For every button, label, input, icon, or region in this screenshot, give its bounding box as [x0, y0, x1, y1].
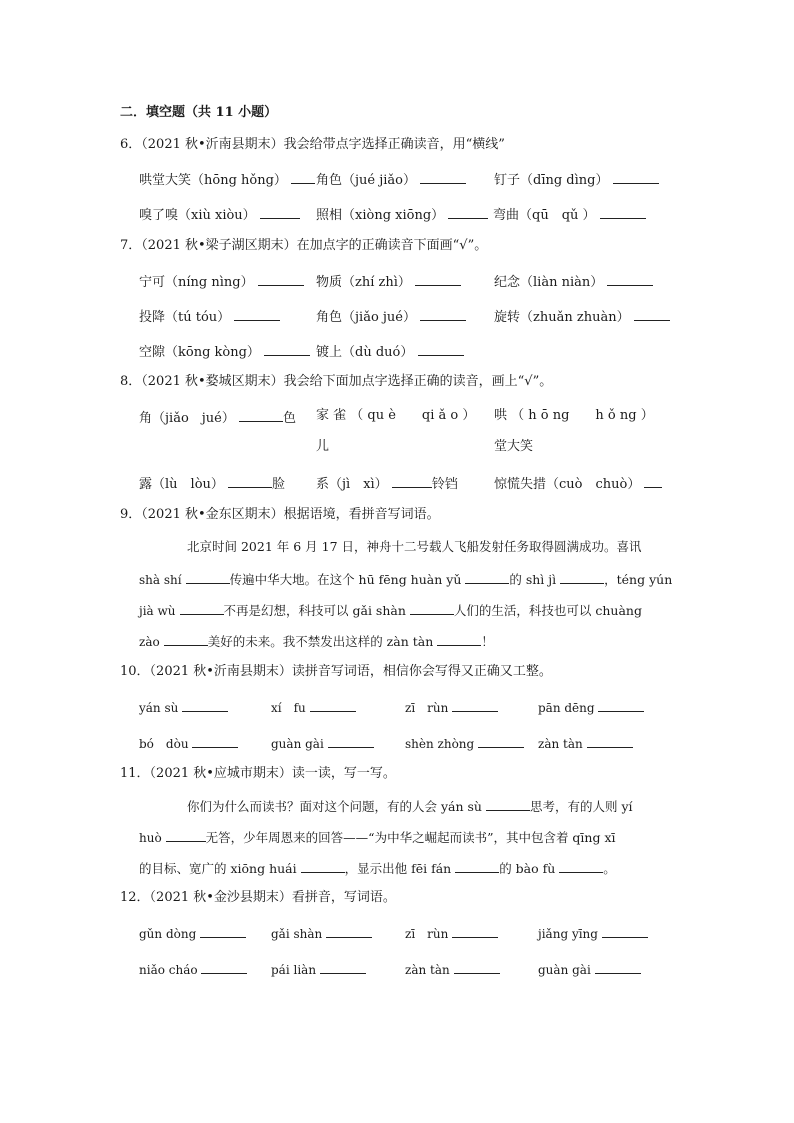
answer-blank[interactable] — [465, 569, 509, 584]
answer-blank[interactable] — [182, 697, 228, 712]
answer-blank[interactable] — [258, 271, 304, 286]
q9-passage-line: zào 美好的未来。我不禁发出这样的 zàn tàn ！ — [139, 631, 494, 651]
answer-blank[interactable] — [201, 959, 247, 974]
q6-item: 哄堂大笑（hōng hǒng） — [139, 169, 315, 190]
q12-item: guàn gài — [538, 959, 641, 979]
q8-item: 系（jì xì） 铃铛 — [316, 473, 458, 494]
answer-blank[interactable] — [328, 733, 374, 748]
answer-blank[interactable] — [595, 959, 641, 974]
q7-item: 空隙（kōng kòng） — [139, 341, 310, 362]
q10-item: shèn zhòng — [405, 733, 524, 753]
q8-item: 角（jiǎo jué） 色 — [139, 407, 296, 428]
answer-blank[interactable] — [478, 733, 524, 748]
q12-item: pái liàn — [271, 959, 366, 979]
answer-blank[interactable] — [180, 600, 224, 615]
q10-item: xí fu — [271, 697, 356, 717]
answer-blank[interactable] — [602, 923, 648, 938]
answer-blank[interactable] — [186, 569, 230, 584]
answer-blank[interactable] — [560, 569, 604, 584]
answer-blank[interactable] — [326, 923, 372, 938]
q9-passage-line: shà shí 传遍中华大地。在这个 hū fēng huàn yǔ 的 shì jì ，téng yún — [139, 569, 672, 589]
answer-blank[interactable] — [644, 473, 662, 488]
answer-blank[interactable] — [486, 796, 530, 811]
answer-blank[interactable] — [613, 169, 659, 184]
answer-blank[interactable] — [448, 204, 488, 219]
q11-passage-line: huò 无答，少年周恩来的回答——“为中华之崛起而读书”，其中包含着 qīng xī — [139, 827, 616, 847]
answer-blank[interactable] — [587, 733, 633, 748]
q7-item: 角色（jiǎo jué） — [316, 306, 466, 327]
answer-blank[interactable] — [234, 306, 280, 321]
q7-item: 投降（tú tóu） — [139, 306, 280, 327]
q6-item: 弯曲（qū qǔ ） — [493, 204, 646, 225]
answer-blank[interactable] — [600, 204, 646, 219]
answer-blank[interactable] — [607, 271, 653, 286]
q8-item: 家 雀 （ qu è qi ǎ o ） — [316, 408, 476, 423]
q12-stem: 12．（2021 秋•金沙县期末）看拼音，写词语。 — [120, 890, 396, 905]
answer-blank[interactable] — [166, 827, 206, 842]
answer-blank[interactable] — [452, 697, 498, 712]
answer-blank[interactable] — [264, 341, 310, 356]
answer-blank[interactable] — [301, 858, 345, 873]
answer-blank[interactable] — [291, 169, 315, 184]
q10-item: guàn gài — [271, 733, 374, 753]
q8-item: 哄 （ h ō ng h ǒ ng ） — [494, 408, 654, 423]
answer-blank[interactable] — [392, 473, 432, 488]
q9-passage-line: 北京时间 2021 年 6 月 17 日，神舟十二号载人飞船发射任务取得圆满成功。喜讯 — [187, 539, 642, 554]
q6-item: 角色（jué jiǎo） — [316, 169, 466, 190]
q7-item: 镀上（dù duó） — [316, 341, 464, 362]
q10-stem: 10．（2021 秋•沂南县期末）读拼音写词语，相信你会写得又正确又工整。 — [120, 664, 552, 679]
q12-item: zàn tàn — [405, 959, 500, 979]
q10-item: bó dòu — [139, 733, 238, 753]
q12-item: gǎi shàn — [271, 923, 372, 943]
answer-blank[interactable] — [452, 923, 498, 938]
q10-item: zàn tàn — [538, 733, 633, 753]
q11-passage-line: 你们为什么而读书？面对这个问题，有的人会 yán sù 思考，有的人则 yí — [187, 796, 633, 816]
answer-blank[interactable] — [320, 959, 366, 974]
answer-blank[interactable] — [164, 631, 208, 646]
answer-blank[interactable] — [454, 959, 500, 974]
q7-item: 旋转（zhuǎn zhuàn） — [494, 306, 670, 327]
answer-blank[interactable] — [418, 341, 464, 356]
answer-blank[interactable] — [200, 923, 246, 938]
answer-blank[interactable] — [410, 600, 454, 615]
q12-item: gǔn dòng — [139, 923, 246, 943]
answer-blank[interactable] — [598, 697, 644, 712]
q10-item: zī rùn — [405, 697, 498, 717]
q8-item: 露（lù lòu） 脸 — [139, 473, 285, 494]
answer-blank[interactable] — [420, 306, 466, 321]
q10-item: pān dēng — [538, 697, 644, 717]
q11-stem: 11．（2021 秋•应城市期末）读一读，写一写。 — [120, 766, 396, 781]
q7-item: 宁可（níng nìng） — [139, 271, 304, 292]
q12-item: zī rùn — [405, 923, 498, 943]
q6-stem: 6．（2021 秋•沂南县期末）我会给带点字选择正确读音，用“横线” — [120, 137, 505, 152]
answer-blank[interactable] — [192, 733, 238, 748]
q7-item: 物质（zhí zhì） — [316, 271, 461, 292]
q9-passage-line: jià wù 不再是幻想，科技可以 gǎi shàn 人们的生活，科技也可以 chuàng — [139, 600, 642, 620]
q11-passage-line: 的目标、宽广的 xiōng huái ，显示出他 fēi fán 的 bào fù 。 — [139, 858, 616, 878]
q7-item: 纪念（liàn niàn） — [494, 271, 653, 292]
answer-blank[interactable] — [260, 204, 300, 219]
q8-item-cont: 儿 — [316, 439, 330, 454]
q6-item: 嗅了嗅（xiù xiòu） — [139, 204, 300, 225]
answer-blank[interactable] — [420, 169, 466, 184]
answer-blank[interactable] — [239, 407, 283, 422]
q6-item: 钉子（dīng dìng） — [494, 169, 659, 190]
q6-item: 照相（xiòng xiōng） — [316, 204, 488, 225]
q8-stem: 8．（2021 秋•婺城区期末）我会给下面加点字选择正确的读音，画上“√”。 — [120, 374, 553, 389]
section-title: 二．填空题（共 11 小题） — [120, 105, 278, 120]
q12-item: niǎo cháo — [139, 959, 247, 979]
q8-item-cont: 堂大笑 — [494, 439, 534, 454]
answer-blank[interactable] — [559, 858, 603, 873]
q7-stem: 7．（2021 秋•梁子湖区期末）在加点字的正确读音下面画“√”。 — [120, 238, 488, 253]
q12-item: jiǎng yīng — [538, 923, 648, 943]
q9-stem: 9．（2021 秋•金东区期末）根据语境，看拼音写词语。 — [120, 507, 440, 522]
q10-item: yán sù — [139, 697, 228, 717]
answer-blank[interactable] — [310, 697, 356, 712]
answer-blank[interactable] — [634, 306, 670, 321]
answer-blank[interactable] — [455, 858, 499, 873]
answer-blank[interactable] — [437, 631, 481, 646]
answer-blank[interactable] — [228, 473, 272, 488]
q8-item: 惊慌失措（cuò chuò） — [494, 473, 662, 494]
answer-blank[interactable] — [415, 271, 461, 286]
